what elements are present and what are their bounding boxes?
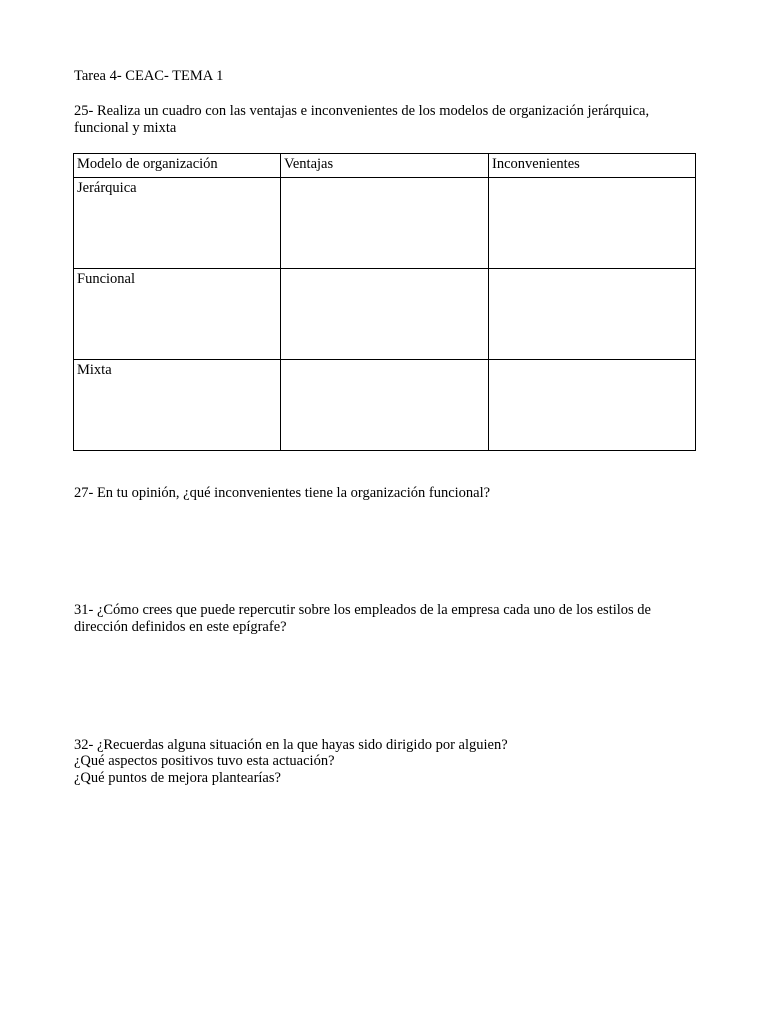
table-row-mixta	[74, 360, 696, 451]
organization-models-table	[73, 153, 696, 451]
table-row-jerarquica	[74, 178, 696, 269]
table-row-funcional	[74, 269, 696, 360]
table-header-row	[74, 154, 696, 178]
column-header-model: Modelo de organización	[74, 154, 281, 178]
question-32-line-1: 32- ¿Recuerdas alguna situación en la que hayas sido dirigido por alguien?	[74, 737, 508, 753]
cell-ventajas-jerarquica	[281, 178, 489, 269]
cell-inconvenientes-funcional	[489, 269, 696, 360]
cell-inconvenientes-jerarquica	[489, 178, 696, 269]
document-title: Tarea 4- CEAC- TEMA 1	[74, 68, 224, 84]
column-header-inconvenientes: Inconvenientes	[489, 154, 696, 178]
column-header-ventajas: Ventajas	[281, 154, 489, 178]
question-31-line-2: dirección definidos en este epígrafe?	[74, 619, 287, 635]
cell-model-mixta: Mixta	[74, 360, 281, 451]
question-25-line-2: funcional y mixta	[74, 120, 177, 136]
cell-inconvenientes-mixta	[489, 360, 696, 451]
question-25-line-1: 25- Realiza un cuadro con las ventajas e inconvenientes de los modelos de organización jerárquica,	[74, 103, 650, 119]
cell-ventajas-funcional	[281, 269, 489, 360]
question-27-line-1: 27- En tu opinión, ¿qué inconvenientes tiene la organización funcional?	[74, 485, 491, 501]
question-32-line-2: ¿Qué aspectos positivos tuvo esta actuación?	[74, 753, 335, 769]
cell-model-funcional: Funcional	[74, 269, 281, 360]
question-32-line-3: ¿Qué puntos de mejora plantearías?	[74, 770, 281, 786]
cell-ventajas-mixta	[281, 360, 489, 451]
cell-model-jerarquica: Jerárquica	[74, 178, 281, 269]
question-31-line-1: 31- ¿Cómo crees que puede repercutir sobre los empleados de la empresa cada uno de los estilos de	[74, 602, 651, 618]
